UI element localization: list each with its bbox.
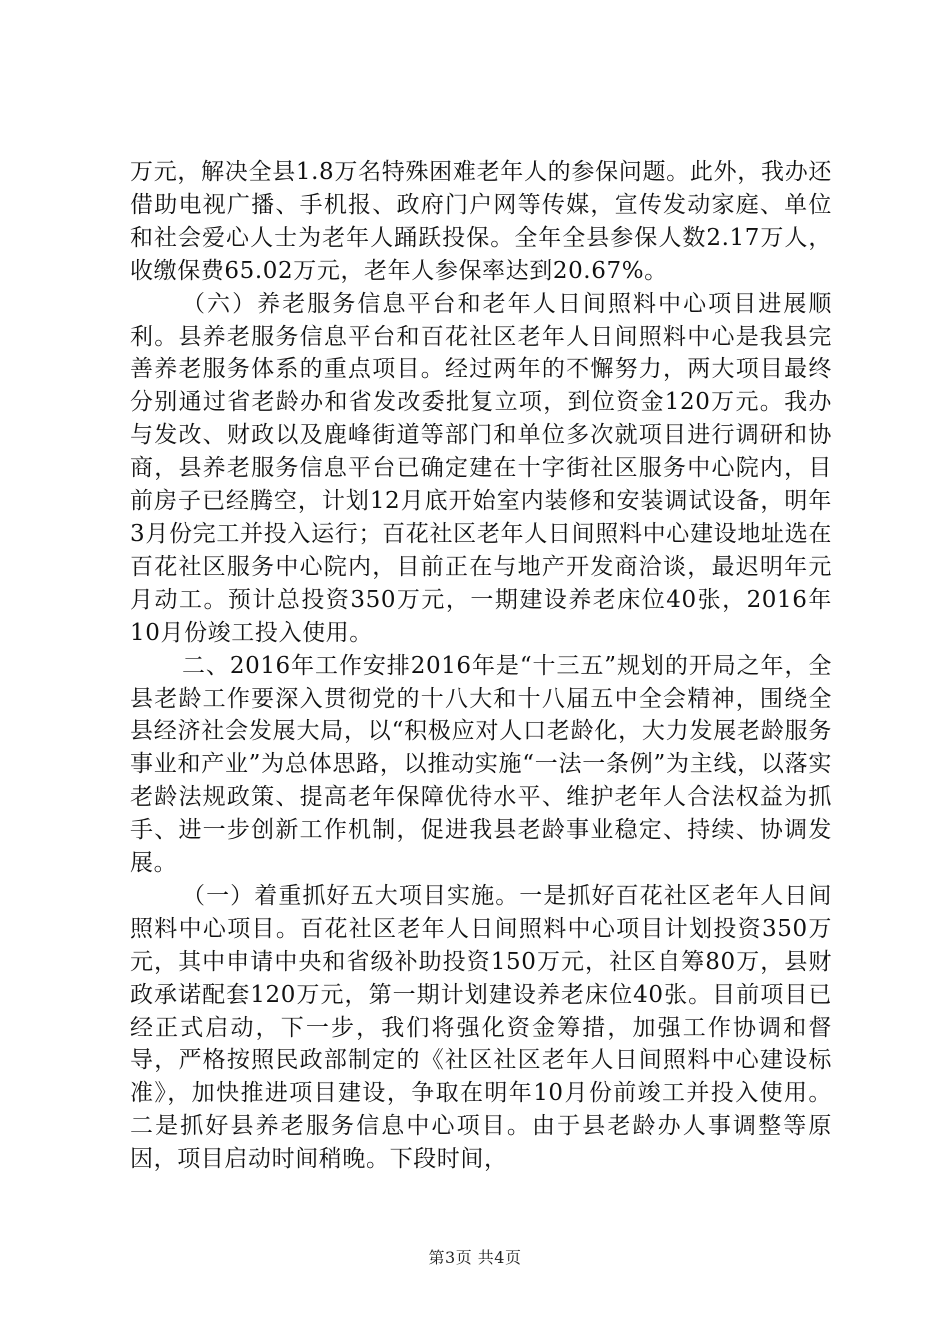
paragraph-section-one: （一）着重抓好五大项目实施。一是抓好百花社区老年人日间照料中心项目。百花社区老年人日间照料中心项目计划投资350万元，其中申请中央和省级补助投资150万元，社区自筹80万，县财政承诺配套120万元，第一期计划建设养老床位40张。目前项目已经正式启动，下一步，我们将强化资金筹措，加强工作协调和督导，严格按照民政部制定的《社区社区老年人日间照料中心建设标准》，加快推进项目建设，争取在明年10月份前竣工并投入使用。二是抓好县养老服务信息中心项目。由于县老龄办人事调整等原因，项目启动时间稍晚。下段时间， [130, 882, 832, 1173]
paragraph-continuation: 万元，解决全县1.8万名特殊困难老年人的参保问题。此外，我办还借助电视广播、手机报、政府门户网等传媒，宣传发动家庭、单位和社会爱心人士为老年人踊跃投保。全年全县参保人数2.17万人，收缴保费65.02万元，老年人参保率达到20.67%。 [130, 159, 832, 284]
paragraph-work-plan-2016: 二、2016年工作安排2016年是“十三五”规划的开局之年，全县老龄工作要深入贯彻党的十八大和十八届五中全会精神，围绕全县经济社会发展大局，以“积极应对人口老龄化，大力发展老龄服务事业和产业”为总体思路，以推动实施“一法一条例”为主线，以落实老龄法规政策、提高老年保障优待水平、维护老年人合法权益为抓手、进一步创新工作机制，促进我县老龄事业稳定、持续、协调发展。 [130, 652, 832, 877]
document-body [130, 156, 832, 1176]
paragraph-section-six: （六）养老服务信息平台和老年人日间照料中心项目进展顺利。县养老服务信息平台和百花社区老年人日间照料中心是我县完善养老服务体系的重点项目。经过两年的不懈努力，两大项目最终分别通过省老龄办和省发改委批复立项，到位资金120万元。我办与发改、财政以及鹿峰街道等部门和单位多次就项目进行调研和协商，县养老服务信息平台已确定建在十字街社区服务中心院内，目前房子已经腾空，计划12月底开始室内装修和安装调试设备，明年3月份完工并投入运行；百花社区老年人日间照料中心建设地址选在百花社区服务中心院内，目前正在与地产开发商洽谈，最迟明年元月动工。预计总投资350万元，一期建设养老床位40张，2016年10月份竣工投入使用。 [130, 290, 832, 646]
page-footer: 第3页 共4页 [428, 1248, 522, 1267]
